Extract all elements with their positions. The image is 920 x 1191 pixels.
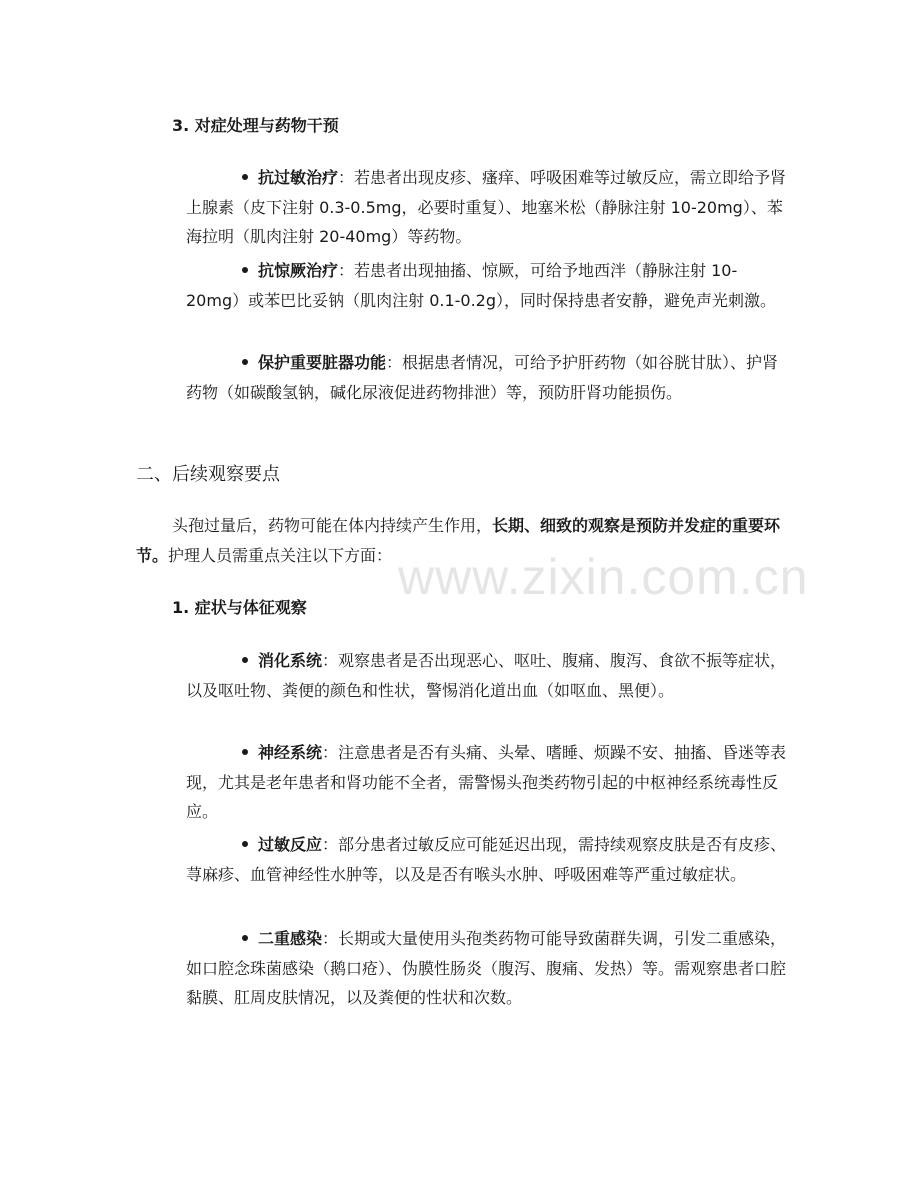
list-item-secondary-infection	[186, 924, 790, 1013]
bullet-icon	[242, 841, 248, 847]
list-item-term: 保护重要脏器功能	[258, 353, 387, 372]
list-item-term: 抗惊厥治疗	[258, 261, 339, 280]
bullet-icon	[242, 935, 248, 941]
list-item-text: ：注意患者是否有头痛、头晕、嗜睡、烦躁不安、抽搐、昏迷等表现，尤其是老年患者和肾功能不全者，需警惕头孢类药物引起的中枢神经系统毒性反应。	[186, 743, 787, 821]
bullet-icon	[242, 359, 248, 365]
list-item-term: 消化系统	[258, 651, 323, 670]
intro-paragraph	[136, 511, 790, 571]
list-item-text: ：若患者出现皮疹、瘙痒、呼吸困难等过敏反应，需立即给予肾上腺素（皮下注射 0.3-0.5mg，必要时重复）、地塞米松（静脉注射 10-20mg）、苯海拉明（肌肉注射 20-40mg）等药物。	[186, 168, 787, 246]
list-item-organ-protection	[186, 348, 790, 407]
intro-text-end: 护理人员需重点关注以下方面：	[168, 546, 393, 565]
intro-text: 头孢过量后，药物可能在体内持续产生作用，	[172, 516, 493, 535]
list-item-term: 抗过敏治疗	[258, 168, 339, 187]
bullet-icon	[242, 657, 248, 663]
section-heading-symptomatic-treatment: 3. 对症处理与药物干预	[172, 116, 339, 135]
bullet-icon	[242, 749, 248, 755]
bullet-icon	[242, 267, 248, 273]
list-item-text: ：长期或大量使用头孢类药物可能导致菌群失调，引发二重感染，如口腔念珠菌感染（鹅口疮）、伪膜性肠炎（腹泻、腹痛、发热）等。需观察患者口腔黏膜、肛周皮肤情况，以及粪便的性状和次数。	[186, 929, 787, 1007]
list-item-digestive-system	[186, 646, 790, 705]
list-item-allergic-reaction	[186, 830, 790, 889]
section-heading-symptom-observation: 1. 症状与体征观察	[172, 598, 307, 617]
list-item-text: ：部分患者过敏反应可能延迟出现，需持续观察皮肤是否有皮疹、荨麻疹、血管神经性水肿等，以及是否有喉头水肿、呼吸困难等严重过敏症状。	[186, 835, 787, 884]
watermark: www.zixin.com.cn	[398, 549, 809, 605]
intro-emphasis: 长期、细致的观察是预防并发症的重要环节。	[136, 516, 781, 565]
list-item-term: 过敏反应	[258, 835, 323, 854]
list-item-text: ：若患者出现抽搐、惊厥，可给予地西泮（静脉注射 10-20mg）或苯巴比妥钠（肌肉注射 0.1-0.2g），同时保持患者安静，避免声光刺激。	[186, 261, 777, 310]
list-item-anti-convulsion	[186, 256, 790, 315]
list-item-nervous-system	[186, 738, 790, 827]
list-item-term: 神经系统	[258, 743, 323, 762]
list-item-term: 二重感染	[258, 929, 323, 948]
section-heading-follow-up-observation: 二、后续观察要点	[136, 464, 280, 485]
list-item-text: ：观察患者是否出现恶心、呕吐、腹痛、腹泻、食欲不振等症状，以及呕吐物、粪便的颜色和性状，警惕消化道出血（如呕血、黑便）。	[186, 651, 787, 700]
list-item-anti-allergy	[186, 163, 790, 252]
list-item-text: ：根据患者情况，可给予护肝药物（如谷胱甘肽）、护肾药物（如碳酸氢钠，碱化尿液促进药物排泄）等，预防肝肾功能损伤。	[186, 353, 779, 402]
bullet-icon	[242, 174, 248, 180]
